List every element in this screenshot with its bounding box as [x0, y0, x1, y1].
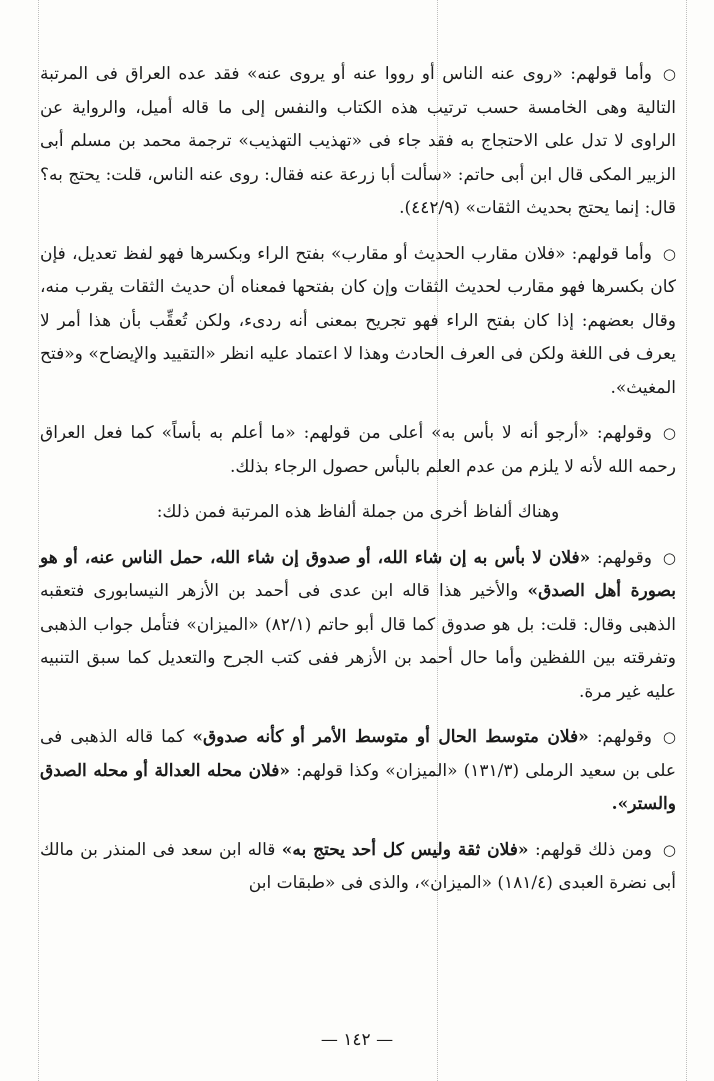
- quoted-term-bold: «فلان ثقة وليس كل أحد يحتج به»: [281, 839, 529, 860]
- quoted-term-bold: «فلان لا بأس به إن شاء الله، أو صدوق إن شاء الله، حمل الناس عنه، أو هو بصورة أهل الصدق»: [40, 547, 676, 601]
- bullet-icon: ○: [662, 244, 676, 263]
- margin-dots-left: [38, 0, 39, 1081]
- quoted-term-bold: «فلان متوسط الحال أو متوسط الأمر أو كأنه صدوق»: [192, 727, 589, 747]
- paragraph-text: والأخير هذا قاله ابن عدى فى أحمد بن الأزهر النيسابورى فتعقبه الذهبى وقال: قلت: بل هو صدوق كما قال أبو حاتم (٨٢/١) «الميزان» فتأمل جواب الذهبى وتفرقته بين اللفظين وأما حال أحمد بن الأزهر ففى كتب الجرح والتعديل كما سبق التنبيه عليه غير مرة.: [40, 581, 676, 702]
- page-number: — ١٤٢ —: [320, 1030, 394, 1050]
- paragraph-text: وقولهم: «أرجو أنه لا بأس به» أعلى من قولهم: «ما أعلم به بأساً» كما فعل العراق رحمه الله لأنه لا يلزم من عدم العلم بالبأس حصول الرجاء بذلك.: [40, 423, 676, 477]
- quoted-term-bold: «فلان محله العدالة أو محله الصدق والستر».: [40, 760, 676, 814]
- paragraph-4: [40, 542, 676, 710]
- paragraph-text: وقولهم:: [590, 547, 652, 568]
- paragraph-6: [40, 834, 676, 901]
- paragraph-text: كما قاله الذهبى فى على بن سعيد الرملى (١٣١/٣) «الميزان» وكذا قولهم:: [40, 727, 676, 781]
- page-body: [40, 58, 676, 913]
- paragraph-text: ومن ذلك قولهم:: [528, 839, 652, 860]
- paragraph-text: وأما قولهم: «فلان مقارب الحديث أو مقارب» بفتح الراء وبكسرها فهو لفظ تعديل، فإن كان بكسرها فهو مقارب لحديث الثقات وإن كان بفتحها فمعناه أن حديث الثقات يقرب منه، وقال بعضهم: إذا كان بفتح الراء فهو تجريح بمعنى أنه ردىء، ولكن تُعقِّب بأن هذا أمر لا يعرف فى اللغة ولكن فى العرف الحادث وهذا لا اعتماد عليه انظر «التقييد والإيضاح» و«فتح المغيث».: [40, 243, 676, 398]
- paragraph-3: [40, 417, 676, 484]
- margin-dots-right: [686, 0, 687, 1081]
- bullet-icon: ○: [662, 548, 676, 567]
- paragraph-5: [40, 721, 676, 822]
- paragraph-text: وأما قولهم: «روى عنه الناس أو رووا عنه أو يروى عنه» فقد عده العراق فى المرتبة التالية وهى الخامسة حسب ترتيب هذه الكتاب والنفس إلى ما قاله أميل، والرواية عن الراوى لا تدل على الاحتجاج به فقد جاء فى «تهذيب التهذيب» ترجمة محمد بن مسلم أبى الزبير المكى قال ابن أبى حاتم: «سألت أبا زرعة عنه فقال: روى عنه الناس، قلت: يحتج به؟ قال: إنما يحتج بحديث الثقات» (٤٤٢/٩).: [40, 64, 676, 218]
- paragraph-text: قاله ابن سعد فى المنذر بن مالك أبى نضرة العبدى (١٨١/٤) «الميزان»، والذى فى «طبقات ابن: [40, 839, 676, 893]
- paragraph-text: وقولهم:: [588, 727, 652, 747]
- bullet-icon: ○: [662, 728, 676, 746]
- paragraph-1: [40, 58, 676, 226]
- bullet-icon: ○: [662, 840, 676, 859]
- bullet-icon: ○: [662, 65, 676, 83]
- paragraph-2: [40, 238, 676, 406]
- intro-line: وهناك ألفاظ أخرى من جملة ألفاظ هذه المرتبة فمن ذلك:: [156, 502, 560, 522]
- bullet-icon: ○: [662, 424, 676, 442]
